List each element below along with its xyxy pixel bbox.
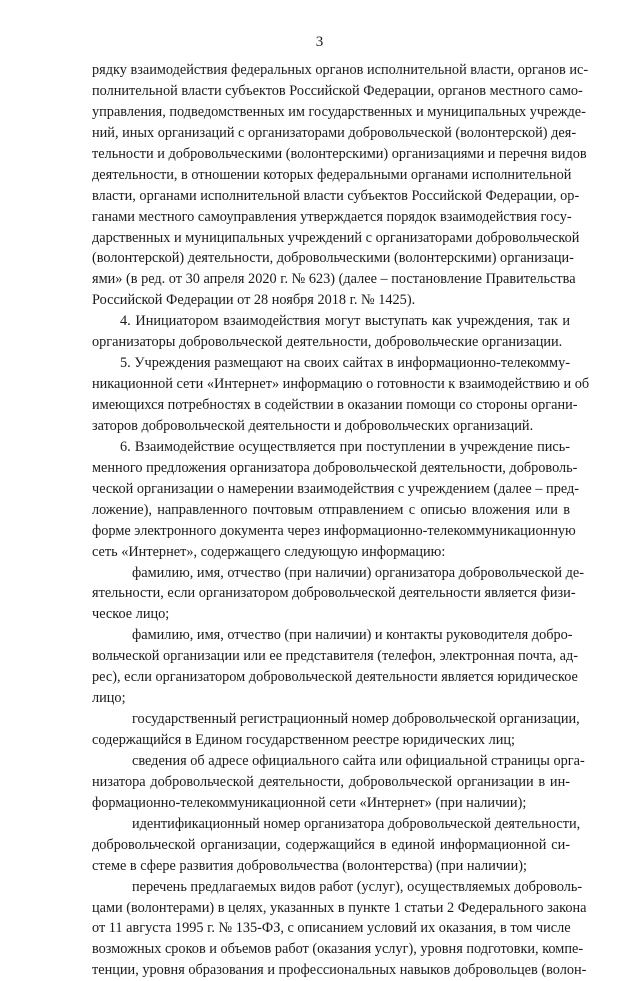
text-line: низатора добровольческой деятельности, добровольческой организации в ин- <box>92 773 570 790</box>
text-line: никационной сети «Интернет» информацию о готовности к взаимодействию и об <box>92 376 590 393</box>
text-line: тенции, уровня образования и профессиональных навыков добровольцев (волон- <box>92 962 587 979</box>
text-line: рядку взаимодействия федеральных органов исполнительной власти, органов ис- <box>92 62 589 78</box>
text-line: Российской Федерации от 28 ноября 2018 г. № 1425). <box>92 292 416 309</box>
page-number: 3 <box>315 34 324 50</box>
text-line: ческой организации о намерении взаимодействия с учреждением (далее – пред- <box>92 480 580 497</box>
text-line: 5. Учреждения размещают на своих сайтах в информационно-телекомму- <box>120 355 570 372</box>
text-line: полнительной власти субъектов Российской Федерации, органов местного само- <box>92 82 583 99</box>
text-line: идентификационный номер организатора добровольческой деятельности, <box>132 815 581 832</box>
text-line: лицо; <box>92 690 126 707</box>
text-line: содержащийся в Едином государственном реестре юридических лиц; <box>92 732 516 748</box>
text-line: форме электронного документа через информационно-телекоммуникационную <box>92 522 576 539</box>
document-body <box>92 60 590 981</box>
text-line: фамилию, имя, отчество (при наличии) организатора добровольческой де- <box>132 564 585 581</box>
text-line: деятельности, в отношении которых федеральными органами исполнительной <box>92 166 572 183</box>
text-line: цами (волонтерами) в целях, указанных в пункте 1 статьи 2 Федерального закона <box>92 899 587 916</box>
text-line: перечень предлагаемых видов работ (услуг), осуществляемых доброволь- <box>132 878 583 895</box>
text-line: рес), если организатором добровольческой деятельности является юридическое <box>92 669 578 686</box>
text-line: ложение), направленного почтовым отправлением с описью вложения или в <box>92 501 570 518</box>
text-line: дарственных и муниципальных учреждений с организаторами добровольческой <box>92 229 580 246</box>
text-line: сведения об адресе официального сайта или официальной страницы орга- <box>132 752 585 769</box>
text-line: менного предложения организатора добровольческой деятельности, доброволь- <box>92 459 578 476</box>
text-line: ганами местного самоуправления утверждается порядок взаимодействия госу- <box>92 208 572 225</box>
text-line: стеме в сфере развития добровольчества (волонтерства) (при наличии); <box>92 857 527 874</box>
text-line: ческое лицо; <box>92 606 170 623</box>
text-line: фамилию, имя, отчество (при наличии) и контакты руководителя добро- <box>132 627 573 644</box>
text-line: управления, подведомственных им государственных и муниципальных учрежде- <box>92 103 586 120</box>
text-line: сеть «Интернет», содержащего следующую информацию: <box>92 543 446 560</box>
text-line: ями» (в ред. от 30 апреля 2020 г. № 623) (далее – постановление Правительства <box>92 271 576 288</box>
text-line: тельности и добровольческими (волонтерскими) организациями и перечня видов <box>92 145 587 162</box>
text-line: государственный регистрационный номер добровольческой организации, <box>132 711 580 728</box>
text-line: власти, органами исполнительной власти субъектов Российской Федерации, ор- <box>92 187 580 204</box>
text-line: (волонтерской) деятельности, добровольческими (волонтерскими) организаци- <box>92 250 574 267</box>
text-line: от 11 августа 1995 г. № 135-ФЗ, с описанием условий их оказания, в том числе <box>92 920 571 937</box>
text-line: имеющихся потребностях в содействии в оказании помощи со стороны органи- <box>92 397 578 413</box>
text-line: 6. Взаимодействие осуществляется при поступлении в учреждение пись- <box>120 438 570 455</box>
text-line: формационно-телекоммуникационной сети «Интернет» (при наличии); <box>92 794 527 811</box>
text-line: добровольческой организации, содержащийся в единой информационной си- <box>92 836 570 853</box>
text-line: ний, иных организаций с организаторами добровольческой (волонтерской) дея- <box>92 124 577 141</box>
text-line: ятельности, если организатором добровольческой деятельности является физи- <box>92 585 576 602</box>
text-line: возможных сроков и объемов работ (оказания услуг), уровня подготовки, компе- <box>92 941 584 958</box>
text-line: 4. Инициатором взаимодействия могут выступать как учреждения, так и <box>120 313 570 330</box>
text-line: организаторы добровольческой деятельности, добровольческие организации. <box>92 334 563 351</box>
text-line: заторов добровольческой деятельности и добровольческих организаций. <box>92 417 534 434</box>
text-line: вольческой организации или ее представителя (телефон, электронная почта, ад- <box>92 648 579 665</box>
